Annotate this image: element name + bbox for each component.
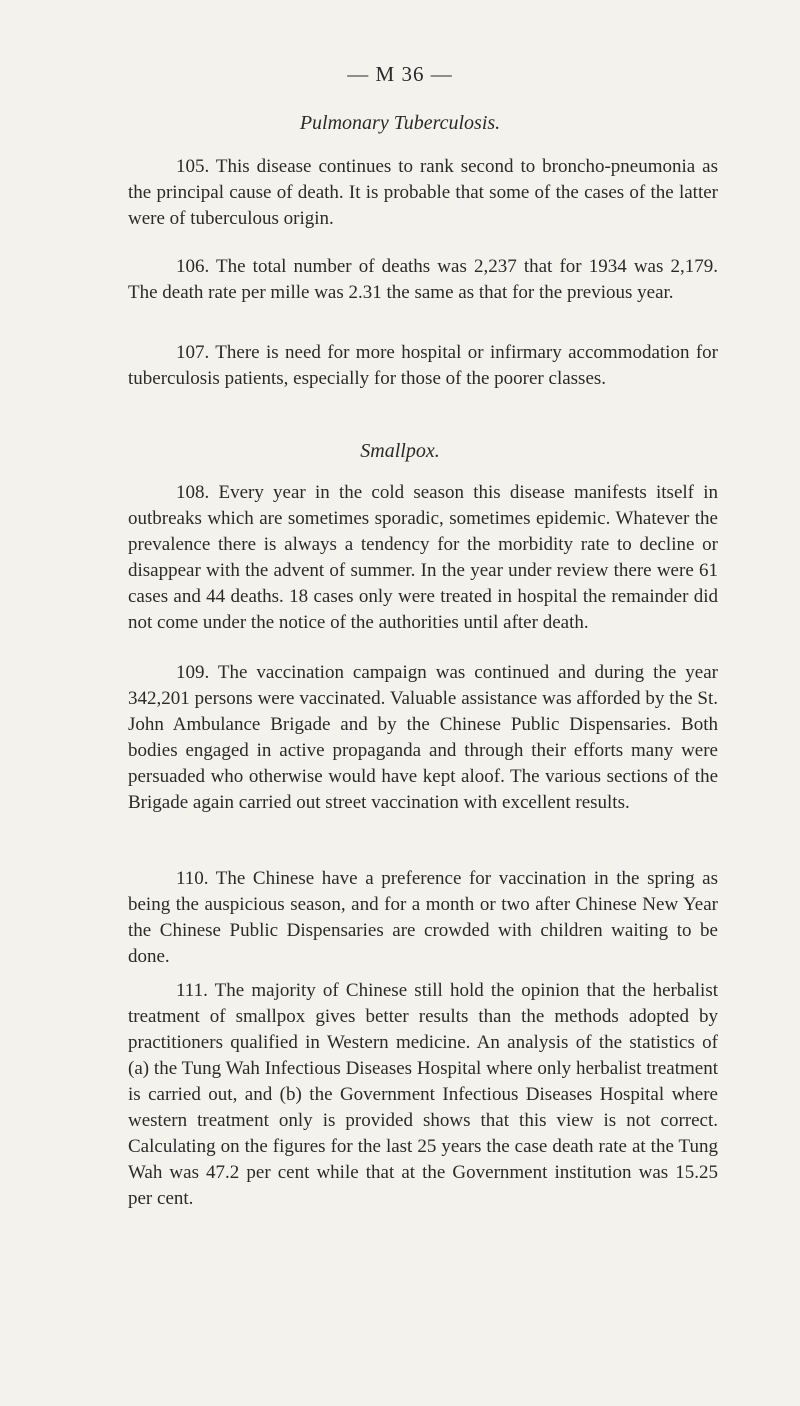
paragraph-111: 111. The majority of Chinese still hold the opinion that the herbalist treatment of smallpox gives better results than the methods adopted by practitioners qualified in Western medicine. An analysis of the statistics of (a) the Tung Wah Infectious Diseases Hospital where only herbalist treatment is carried out, and (b) the Government Infectious Diseases Hospital where western treatment only is provided shows that this view is not correct. Calculating on the figures for the last 25 years the case death rate at the Tung Wah was 47.2 per cent while that at the Government institution was 15.25 per cent. [128,980,718,1209]
paragraph-106: 106. The total number of deaths was 2,237 that for 1934 was 2,179. The death rate per mille was 2.31 the same as that for the previous year. [128,256,718,303]
page-number: — M 36 — [347,62,453,86]
section-heading-smallpox: Smallpox. [360,440,440,462]
paragraph-107: 107. There is need for more hospital or infirmary accommodation for tuberculosis patients, especially for those of the poorer classes. [128,342,718,389]
section-heading-tuberculosis: Pulmonary Tuberculosis. [299,112,501,134]
paragraph-109: 109. The vaccination campaign was continued and during the year 342,201 persons were vaccinated. Valuable assistance was afforded by the St. John Ambulance Brigade and by the Chinese Public Dispensaries. Both bodies engaged in active propaganda and through their efforts many were persuaded who otherwise would have kept aloof. The various sections of the Brigade again carried out street vaccination with excellent results. [128,662,718,813]
paragraph-110: 110. The Chinese have a preference for vaccination in the spring as being the auspicious season, and for a month or two after Chinese New Year the Chinese Public Dispensaries are crowded with children waiting to be done. [128,868,718,967]
paragraph-108: 108. Every year in the cold season this disease manifests itself in outbreaks which are sometimes sporadic, sometimes epidemic. Whatever the prevalence there is always a tendency for the morbidity rate to decline or disappear with the advent of summer. In the year under review there were 61 cases and 44 deaths. 18 cases only were treated in hospital the remainder did not come under the notice of the authorities until after death. [128,482,718,633]
paragraph-105: 105. This disease continues to rank second to broncho-pneumonia as the principal cause of death. It is probable that some of the cases of the latter were of tuberculous origin. [128,156,718,229]
